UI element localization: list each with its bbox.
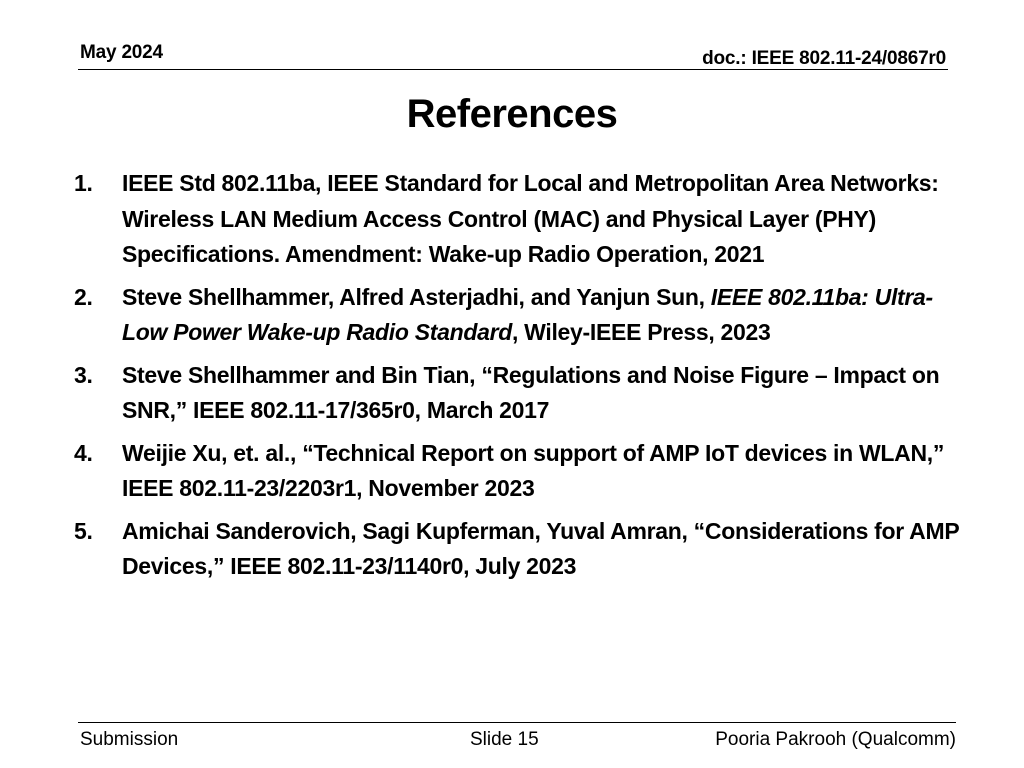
footer-divider: [78, 722, 956, 723]
reference-number: 4.: [74, 439, 93, 466]
reference-text: [122, 170, 939, 267]
reference-number: 2.: [74, 283, 93, 310]
slide-title: References: [406, 92, 618, 136]
reference-book-title: IEEE 802.11ba: Ultra-Low Power Wake-up Radio Standard: [122, 283, 933, 345]
header-doc-id: doc.: IEEE 802.11-24/0867r0: [702, 48, 946, 69]
reference-number: 3.: [74, 361, 93, 388]
reference-text: [122, 518, 959, 580]
reference-list: [74, 166, 974, 592]
reference-text-main: Amichai Sanderovich, Sagi Kupferman, Yuval Amran, “Considerations for AMP Devices,” IEEE 802.11-23/1140r0, July 2023: [122, 517, 959, 579]
header-date: May 2024: [80, 42, 163, 63]
reference-text: [122, 440, 944, 502]
reference-text-main: Weijie Xu, et. al., “Technical Report on support of AMP IoT devices in WLAN,” IEEE 802.11-23/2203r1, November 2023: [122, 439, 945, 501]
reference-item-5: [74, 514, 974, 585]
reference-text-main: IEEE Std 802.11ba, IEEE Standard for Local and Metropolitan Area Networks: Wireless LAN Medium Access Control (MAC) and Physical Layer (PHY) Specifications. Amendment: Wake-up Radio Operation, 2021: [122, 170, 939, 267]
reference-text-tail: , Wiley-IEEE Press, 2023: [511, 319, 771, 345]
header-divider: [78, 69, 948, 70]
reference-text-main: Steve Shellhammer, Alfred Asterjadhi, and Yanjun Sun,: [122, 283, 711, 310]
reference-text: [122, 362, 939, 424]
reference-item-3: [74, 358, 974, 429]
reference-item-1: [74, 166, 974, 273]
reference-item-4: [74, 436, 974, 507]
footer-submission: Submission: [80, 729, 179, 750]
reference-text: [122, 284, 933, 346]
reference-number: 5.: [74, 517, 93, 544]
footer-author: Pooria Pakrooh (Qualcomm): [715, 729, 956, 750]
reference-number: 1.: [74, 170, 93, 196]
reference-item-2: [74, 280, 974, 351]
reference-text-main: Steve Shellhammer and Bin Tian, “Regulations and Noise Figure – Impact on SNR,” IEEE 802.11-17/365r0, March 2017: [122, 361, 940, 423]
footer-slide-number: Slide 15: [470, 729, 539, 750]
